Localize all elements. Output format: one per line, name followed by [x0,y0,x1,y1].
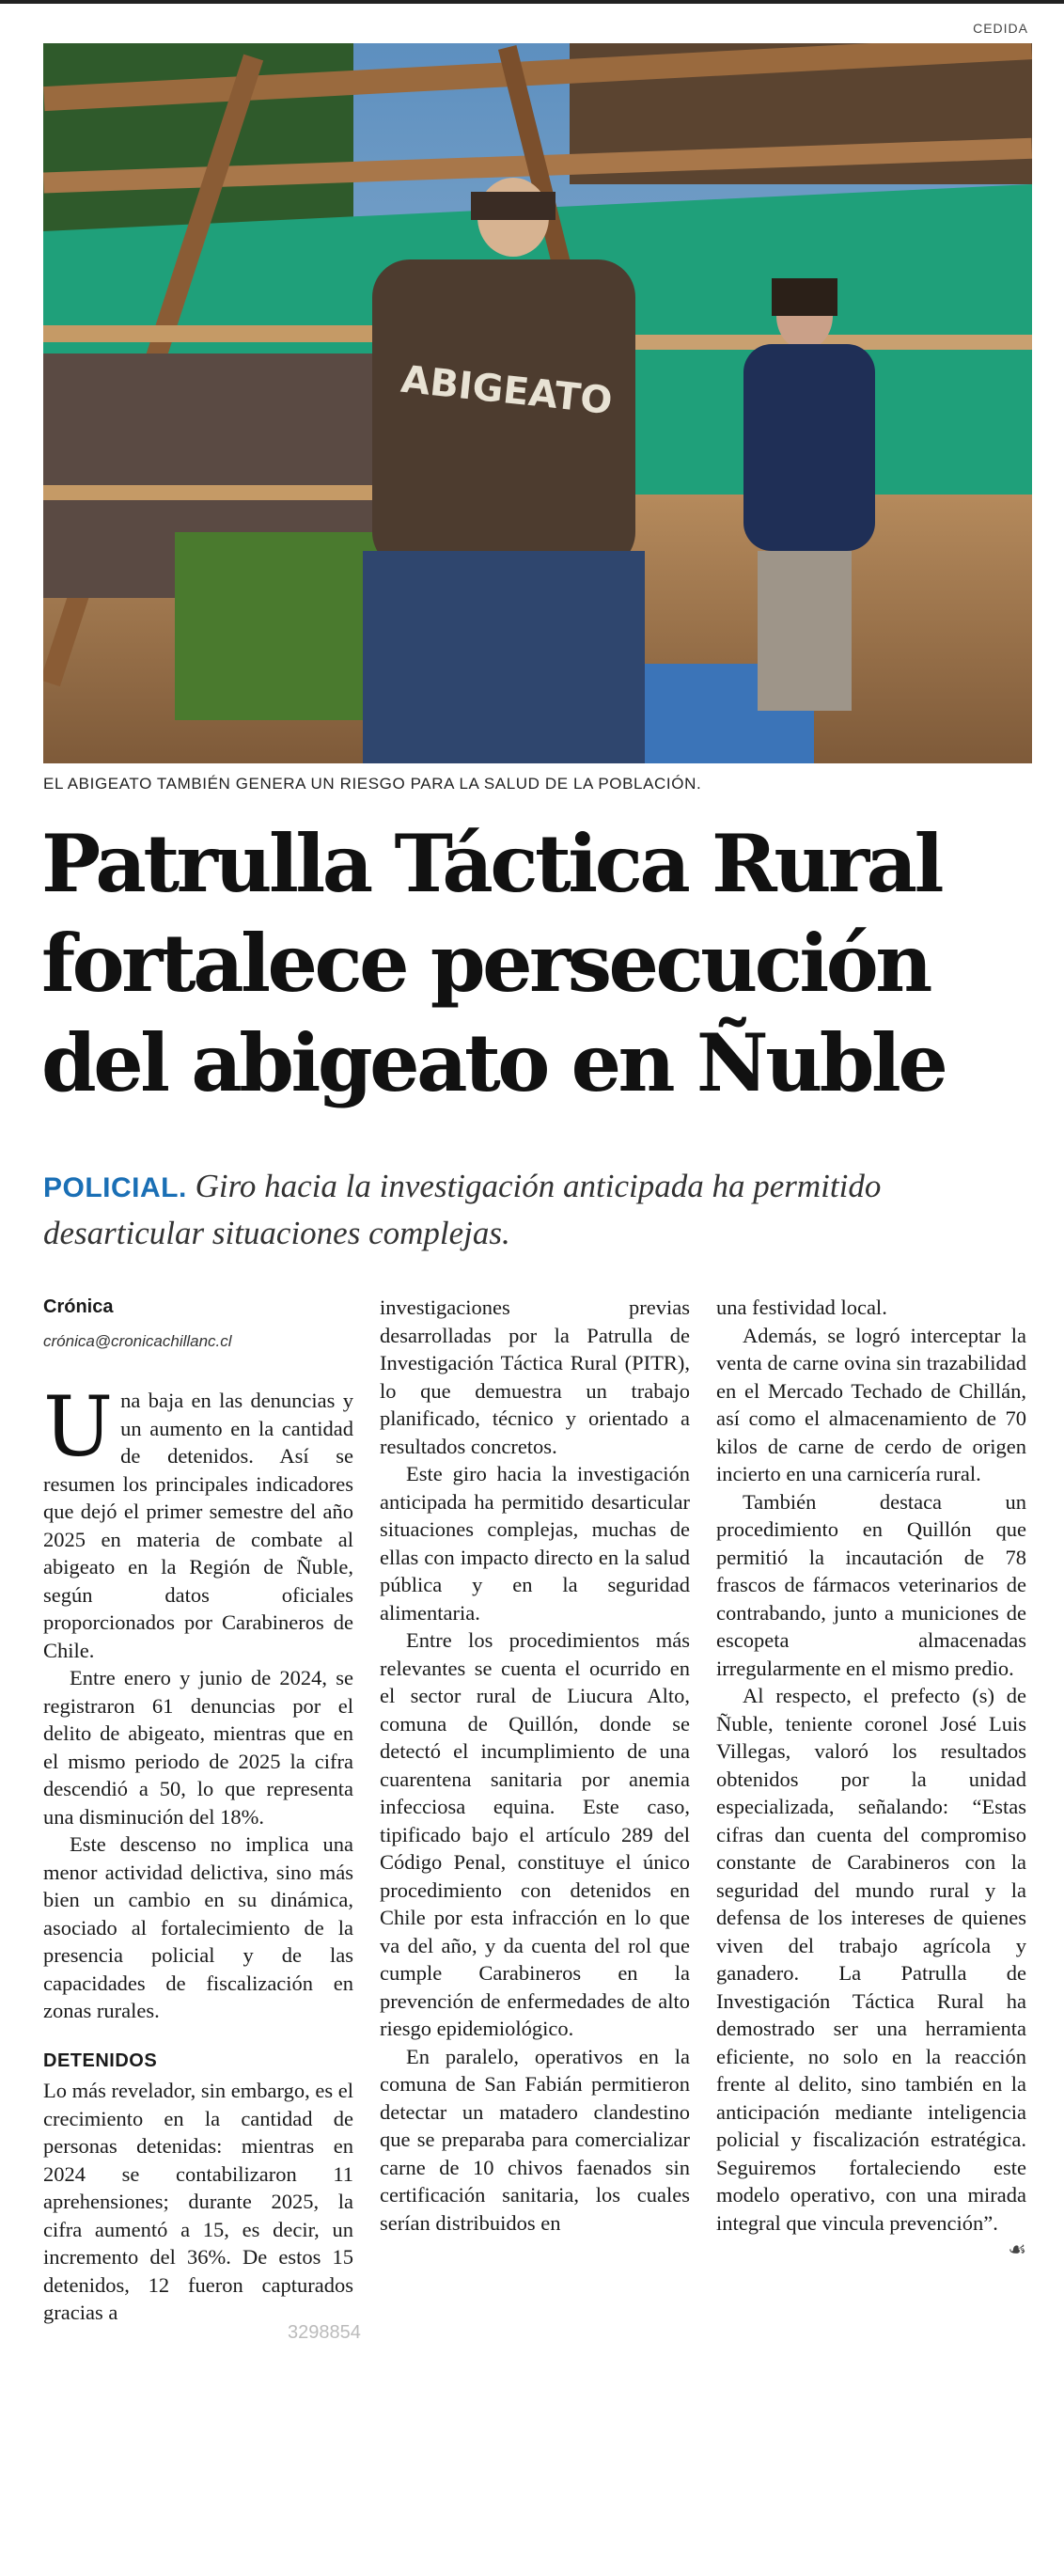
paragraph-1-text: na baja en las denuncias y un aumento en la cantidad de detenidos. Así se resumen los principales indicadores que dejó el primer semestre del año 2025 en materia de combate al abigeato en la Región de Ñuble, según datos oficiales proporcionados por Carabineros de Chile. [43,1389,353,1662]
section-label: POLICIAL. [43,1172,187,1203]
photo-caption: EL ABIGEATO TAMBIÉN GENERA UN RIESGO PARA LA SALUD DE LA POBLACIÓN. [43,775,702,793]
column-2 [380,1294,690,2237]
article-photo [43,43,1032,763]
deck [43,1164,1030,1256]
photo-credit: CEDIDA [973,21,1028,36]
vest-label: ABIGEATO [399,357,615,424]
paragraph-1 [43,1378,353,1664]
paragraph-2: Entre enero y junio de 2024, se registraron 61 denuncias por el delito de abigeato, mientras que en el mismo periodo de 2025 la cifra descendió a 50, lo que representa una disminución del 18%. [43,1666,353,1829]
author-email: crónica@cronicachillanc.cl [43,1331,232,1350]
paragraph-12 [716,1682,1026,2262]
paragraph-5: investigaciones previas desarrolladas por la Patrulla de Investigación Táctica Rural (PITR), lo que demuestra un trabajo planificado, técnico y orientado a resultados concretos. [380,1296,690,1458]
paragraph-6: Este giro hacia la investigación anticipada ha permitido desarticular situaciones complejas, muchas de ellas con impacto directo en la salud pública y en la seguridad alimentaria. [380,1462,690,1625]
byline: Crónica [43,1296,114,1317]
paragraph-9: una festividad local. [716,1296,887,1319]
paragraph-3: Este descenso no implica una menor actividad delictiva, sino más bien un cambio en su dinámica, asociado al fortalecimiento de la presencia policial y de las capacidades de fiscalización en zonas rurales. [43,1832,353,2022]
subhead-detenidos: DETENIDOS [43,2050,158,2071]
paragraph-11: También destaca un procedimiento en Quillón que permitió la incautación de 78 frascos de fármacos veterinarios de contrabando, junto a municiones de escopeta almacenadas irregularmente en el mismo predio. [716,1489,1026,1680]
paragraph-10: Además, se logró interceptar la venta de carne ovina sin trazabilidad en el Mercado Techado de Chillán, así como el almacenamiento de 70 kilos de carne de cerdo de origen incierto en una carnicería rural. [716,1323,1026,1485]
headline: Patrulla Táctica Rural fortalece persecución del abigeato en Ñuble [41,817,946,1109]
top-rule [0,0,1064,4]
watermark: 3298854 [288,2322,361,2343]
column-1 [43,1294,353,2327]
end-mark-icon: ☙ [1008,2238,1026,2262]
paragraph-4: Lo más revelador, sin embargo, es el crecimiento en la cantidad de personas detenidas: mientras en 2024 se contabilizaron 11 aprehensiones; durante 2025, la cifra aumentó a 15, es decir, un incremento del 36%. De estos 15 detenidos, 12 fueron capturados gracias a [43,2079,353,2324]
deck-text: Giro hacia la investigación anticipada ha permitido desarticular situaciones complejas. [43,1168,882,1251]
column-3 [716,1294,1026,2265]
paragraph-8: En paralelo, operativos en la comuna de San Fabián permitieron detectar un matadero clandestino que se preparaba para comercializar carne de 10 chivos faenados sin certificación sanitaria, los cuales serían distribuidos en [380,2044,690,2235]
paragraph-7: Entre los procedimientos más relevantes se cuenta el ocurrido en el sector rural de Liucura Alto, comuna de Quillón, donde se detectó el incumplimiento de una cuarentena sanitaria por anemia infecciosa equina. Este caso, tipificado bajo el artículo 289 del Código Penal, constituye el único procedimiento con detenidos en Chile por esta infracción en lo que va del año, y da cuenta del rol que cumple Carabineros en la prevención de enfermedades de alto riesgo epidemiológico. [380,1628,690,2040]
drop-cap: U [43,1378,114,1475]
paragraph-12-text: Al respecto, el prefecto (s) de Ñuble, teniente coronel José Luis Villegas, valoró los resultados obtenidos por la unidad especializada, señalando: “Estas cifras dan cuenta del compromiso constante de Carabineros con la seguridad del mundo rural y la defensa de los intereses de quienes viven del trabajo agrícola y ganadero. La Patrulla de Investigación Táctica Rural ha demostrado ser una herramienta eficiente, no solo en la reacción frente al delito, sino también en la anticipación mediante inteligencia policial y fiscalización estratégica. Seguiremos fortaleciendo este modelo operativo, con una mirada integral que vincula prevención”. [716,1684,1026,2235]
